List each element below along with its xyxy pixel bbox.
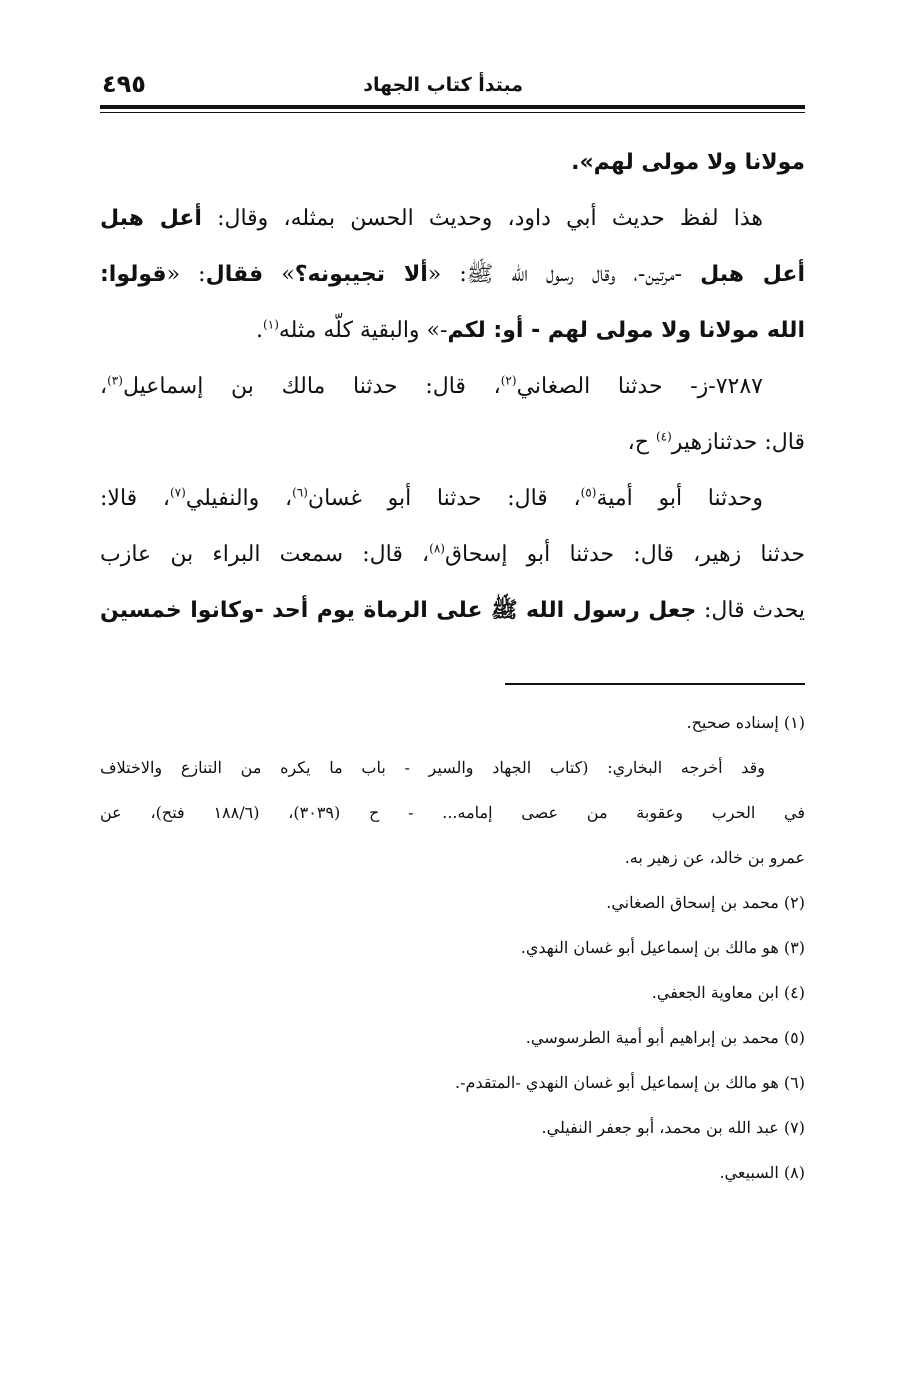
text-span: ح، — [627, 430, 656, 455]
hadith-phrase: مولانا ولا مولى لهم». — [571, 150, 805, 175]
hadith-phrase: قولوا: — [100, 262, 167, 287]
text-span: » — [263, 262, 295, 287]
text-span: ٧٢٨٧-ز- حدثنا الصغاني — [516, 374, 763, 399]
main-text — [100, 135, 805, 639]
hadith-phrase: أعل هبل — [100, 206, 202, 231]
footnote-ref: (٣) — [107, 373, 123, 388]
footnote-1-line: وقد أخرجه البخاري: (كتاب الجهاد والسير - باب ما يكره من التنازع والاختلاف — [100, 758, 765, 777]
footnote-4: (٤) ابن معاوية الجعفي. — [651, 983, 805, 1002]
text-line — [100, 359, 805, 415]
header-rule-thin — [100, 112, 805, 113]
footnote-ref: (٧) — [169, 485, 186, 500]
page-number: ٤٩٥ — [102, 70, 146, 98]
page-header — [100, 68, 805, 104]
hadith-phrase: أعل هبل — [700, 262, 805, 287]
footnote-ref: (٨) — [429, 541, 445, 556]
text-span: ، قال: حدثنا مالك بن إسماعيل — [122, 374, 501, 399]
footnote-3: (٣) هو مالك بن إسماعيل أبو غسان النهدي. — [520, 938, 805, 957]
hadith-phrase: الله مولانا ولا مولى لهم - أو: لكم — [447, 318, 805, 343]
text-span: . — [256, 318, 264, 343]
text-span: حدثنا زهير، قال: حدثنا أبو إسحاق — [444, 542, 805, 567]
text-span: -» والبقية كلّه مثله — [278, 318, 448, 343]
text-span: يحدث قال: — [696, 598, 805, 623]
footnote-ref: (٤) — [655, 429, 672, 444]
hadith-phrase: جعل رسول الله ﷺ على الرماة يوم أحد -وكانوا خمسين — [100, 598, 697, 623]
header-rule-thick — [100, 105, 805, 109]
running-title: مبتدأ كتاب الجهاد — [363, 74, 523, 96]
footnote-1-line: عمرو بن خالد، عن زهير به. — [624, 848, 805, 867]
text-line — [100, 415, 805, 471]
footnote-1-line: في الحرب وعقوبة من عصى إمامه... - ح (٣٠٣٩)، (١٨٨/٦ فتح)، عن — [100, 803, 805, 822]
text-line — [100, 471, 805, 527]
footnotes — [100, 700, 805, 1195]
text-line — [100, 191, 805, 247]
text-line — [100, 247, 805, 303]
footnote-6: (٦) هو مالك بن إسماعيل أبو غسان النهدي -المتقدم-. — [455, 1073, 805, 1092]
footnote-1: (١) إسناده صحيح. — [686, 713, 805, 732]
text-span: : « — [166, 262, 206, 287]
footnote-8: (٨) السبيعي. — [719, 1163, 805, 1182]
text-line — [100, 303, 805, 359]
footnote-ref: (٥) — [580, 485, 597, 500]
footnote-separator — [505, 683, 805, 685]
text-span: ، قالا: — [100, 486, 170, 511]
footnote-5: (٥) محمد بن إبراهيم أبو أمية الطرسوسي. — [525, 1028, 805, 1047]
footnote-7: (٧) عبد الله بن محمد، أبو جعفر النفيلي. — [541, 1118, 805, 1137]
text-span: ، — [100, 374, 108, 399]
text-span: -مرتين-، وقال رسول الله ﷺ: « — [427, 262, 701, 287]
hadith-phrase: فقال — [205, 262, 264, 287]
footnote-ref: (٦) — [292, 485, 308, 500]
text-span: ، قال: سمعت البراء بن عازب — [100, 542, 430, 567]
text-line — [100, 135, 805, 191]
hadith-phrase: ألا تجيبونه؟ — [294, 262, 428, 287]
text-span: هذا لفظ حديث أبي داود، وحديث الحسن بمثله، وقال: — [201, 206, 763, 231]
footnote-ref: (١) — [263, 317, 279, 332]
text-span: وحدثنا أبو أمية — [596, 486, 763, 511]
footnote-2: (٢) محمد بن إسحاق الصغاني. — [606, 893, 805, 912]
footnote-ref: (٢) — [500, 373, 517, 388]
text-line — [100, 583, 805, 639]
text-span: ، قال: حدثنا أبو غسان — [307, 486, 581, 511]
text-span: ، والنفيلي — [185, 486, 293, 511]
text-span: قال: حدثنازهير — [671, 430, 805, 455]
text-line — [100, 527, 805, 583]
